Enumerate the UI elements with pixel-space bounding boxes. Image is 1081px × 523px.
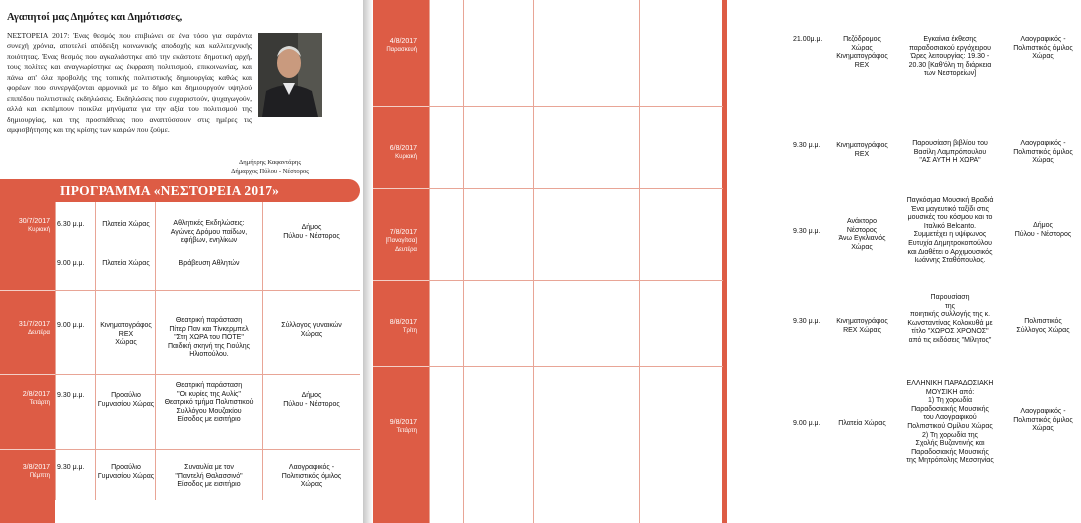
column-divider [55, 202, 56, 500]
event-place: Προαύλιο Γυμνασίου Χώρας [97, 464, 155, 480]
event-organizer: Λαογραφικός - Πολιτιστικός όμιλος Χώρας [1013, 140, 1073, 165]
event-description: Θεατρική παράσταση Πίτερ Παν και Τίνκερμπελ "Στη ΧΩΡΑ του ΠΟΤΕ" Παιδική σκηνή της Γιούλης Ηλιοπούλου. [167, 317, 251, 359]
date-divider [373, 106, 429, 107]
row-divider [55, 449, 360, 450]
signature-name: Δημήτρης Καφαντάρης [239, 159, 301, 166]
event-description: Παρουσίαση της ποιητικής συλλογής της κ. Κωνσταντίνας Κολοκυθά με τίτλο "ΧΩΡΟΣ ΧΡΟΝΟΣ" από τις εκδόσεις "Μίλητος" [907, 294, 993, 344]
event-place: Κινηματογράφος REX [836, 142, 888, 158]
event-time: 9.30 μ.μ. [57, 464, 85, 471]
column-divider [95, 202, 96, 500]
letter-signature [230, 159, 310, 176]
column-divider [463, 0, 464, 523]
mayor-portrait-photo [258, 33, 322, 117]
event-time: 9.30 μ.μ. [793, 318, 821, 325]
event-organizer: Σύλλογος γυναικών Χώρας [281, 322, 342, 338]
event-date: 2/8/2017 Τετάρτη [22, 391, 50, 406]
mayor-letter [7, 31, 252, 136]
event-organizer: Δήμος Πύλου - Νέστορος [1014, 222, 1072, 238]
event-organizer: Δήμος Πύλου - Νέστορος [283, 224, 340, 240]
event-organizer: Πολιτιστικός Σύλλογος Χώρας [1016, 318, 1070, 334]
signature-role: Δήμαρχος Πύλου - Νέστορος [231, 167, 309, 175]
date-divider [0, 374, 55, 375]
event-date: 31/7/2017 Δευτέρα [18, 321, 50, 336]
letter-paragraph-1: ΝΕΣΤΟΡΕΙΑ 2017: Ένας θεσμός που επιβιώνει σε ένα τόσο για σαράντα συνεχή χρόνια, αποτελεί απόδειξη κοινωνικής αποδοχής και καλλιτεχνικής ποιότητας. Ένας θεσμός που αγκαλιάστηκε από την εκάστοτε δημοτική αρχή, τους πολίτες και αναγνωρίστηκε ως έκφραση πολιτισμού, επικοινωνίας, και πάνω απ' όλα προβολής της τοπικής πολιτιστικής δημιουργίας καθώς και φορέων που συνεργάζονται αρμονικά με το δήμο και δημιουργούν υψηλού επιπέδου πολιτιστικές εκδηλώσεις. [7, 31, 252, 103]
right-page [363, 0, 1073, 523]
event-place: Πεζόδρομος Χώρας Κινηματογράφος REX [836, 36, 888, 69]
event-time: 21.00μ.μ. [793, 36, 823, 43]
event-organizer: Λαογραφικός - Πολιτιστικός όμιλος Χώρας [281, 464, 342, 489]
event-time: 9.00 μ.μ. [793, 420, 821, 427]
event-place: Πλατεία Χώρας [102, 260, 150, 267]
event-organizer: Δήμος Πύλου - Νέστορος [283, 392, 340, 408]
date-divider [0, 290, 55, 291]
column-divider [533, 0, 534, 523]
event-description: Εγκαίνια έκθεσης παραδοσιακού εργόχειρου Ώρες λειτουργίας: 19.30 - 20.30 [Καθ'όλη τη διάρκεια των Νεστορείων] [908, 36, 992, 78]
event-organizer: Λαογραφικός - Πολιτιστικός όμιλος Χώρας [1013, 36, 1073, 61]
event-description: Παγκόσμια Μουσική Βραδιά Ένα μαγευτικό ταξίδι στις μουσικές του κόσμου και το Ιταλικό Belcanto. Συμμετέχει η υψίφωνος Ευτυχία Δημητροκοπούλου και Διαθέτει ο Αρχιμουσικός Ιωάννης Σταθόπουλος. [906, 197, 994, 265]
event-place: Κινηματογράφος REX Χώρας [836, 318, 888, 334]
event-date: 4/8/2017 Παρασκευή [386, 38, 417, 53]
event-description: Παρουσίαση βιβλίου του Βασίλη Λαμπρόπουλου "ΑΣ ΑΥΤΗ Η ΧΩΡΑ" [912, 140, 988, 165]
event-place: Πλατεία Χώρας [102, 221, 150, 228]
event-place: Προαύλιο Γυμνασίου Χώρας [97, 392, 155, 408]
event-time: 9.30 μ.μ. [793, 228, 821, 235]
event-date: 3/8/2017 Πέμπτη [22, 464, 50, 479]
column-divider [155, 202, 156, 500]
event-date: 8/8/2017 Τρίτη [389, 319, 417, 334]
event-time: 9.30 μ.μ. [57, 392, 85, 399]
event-date: 30/7/2017 Κυριακή [18, 218, 50, 233]
event-date: 9/8/2017 Τετάρτη [389, 419, 417, 434]
event-time: 9.00 μ.μ. [57, 322, 85, 329]
event-organizer: Λαογραφικός - Πολιτιστικός όμιλος Χώρας [1013, 408, 1073, 433]
date-divider [0, 449, 55, 450]
row-divider [55, 374, 360, 375]
event-description: ΕΛΛΗΝΙΚΗ ΠΑΡΑΔΟΣΙΑΚΗ ΜΟΥΣΙΚΗ από: 1) Τη χορωδία Παραδοσιακής Μουσικής του Λαογραφικού Πολιτιστικού Ομίλου Χώρας 2) Τη χορωδία της Σχολής Βυζαντινής και Παραδοσιακής Μουσικής της Μητρόπολης Μεσσηνίας [906, 380, 994, 465]
event-place: Ανάκτορο Νέστορος Άνω Εγκλιανός Χώρας [838, 218, 886, 251]
event-date: 6/8/2017 Κυριακή [389, 145, 417, 160]
event-time: 9.00 μ.μ. [57, 260, 85, 267]
letter-greeting: Αγαπητοί μας Δημότες και Δημότισσες, [7, 12, 183, 23]
date-column [373, 0, 429, 523]
date-divider [373, 188, 429, 189]
left-page [0, 0, 363, 523]
page-edge-band [722, 0, 727, 523]
row-divider [55, 290, 360, 291]
event-description: Βράβευση Αθλητών [178, 260, 240, 267]
event-time: 9.30 μ.μ. [793, 142, 821, 149]
event-date: 7/8/2017 [Παναγίτσα] Δευτέρα [385, 229, 417, 253]
column-divider [262, 202, 263, 500]
program-title: ΠΡΟΓΡΑΜΜΑ «ΝΕΣΤΟΡΕΙΑ 2017» [60, 183, 280, 198]
event-place: Κινηματογράφος REX Χώρας [100, 322, 152, 347]
event-time: 6.30 μ.μ. [57, 221, 85, 228]
date-divider [373, 366, 429, 367]
event-place: Πλατεία Χώρας [838, 420, 886, 427]
event-description: Αθλητικές Εκδηλώσεις: Αγώνες Δρόμου παίδων, εφήβων, ενηλίκων [170, 220, 248, 245]
column-divider [429, 0, 430, 523]
column-divider [639, 0, 640, 523]
schedule-left [0, 202, 363, 523]
date-divider [373, 280, 429, 281]
event-description: Συναυλία με τον "Παντελή Θαλασσινό" Είσοδος με εισιτήριο [175, 464, 243, 489]
event-description: Θεατρική παράσταση "Οι κυρίες της Αυλίς" Θεατρικό τμήμα Πολιτιστικού Συλλόγου Μουζακίου Είσοδος με εισιτήριο [164, 382, 254, 424]
page-gutter-shadow [363, 0, 373, 523]
letter-paragraph-2: Εκδηλώσεις που ευχαριστούν, ψυχαγωγούν, αλλά και εκπέμπουν ποικίλα μηνύματα για την αξία του πολιτισμού της δημιουργίας, και της προσπάθειας που αναπτύσσουν στις ημέρες τις αμφισβήτησης και της κρίσης των καιρών που ζούμε. [7, 93, 252, 135]
